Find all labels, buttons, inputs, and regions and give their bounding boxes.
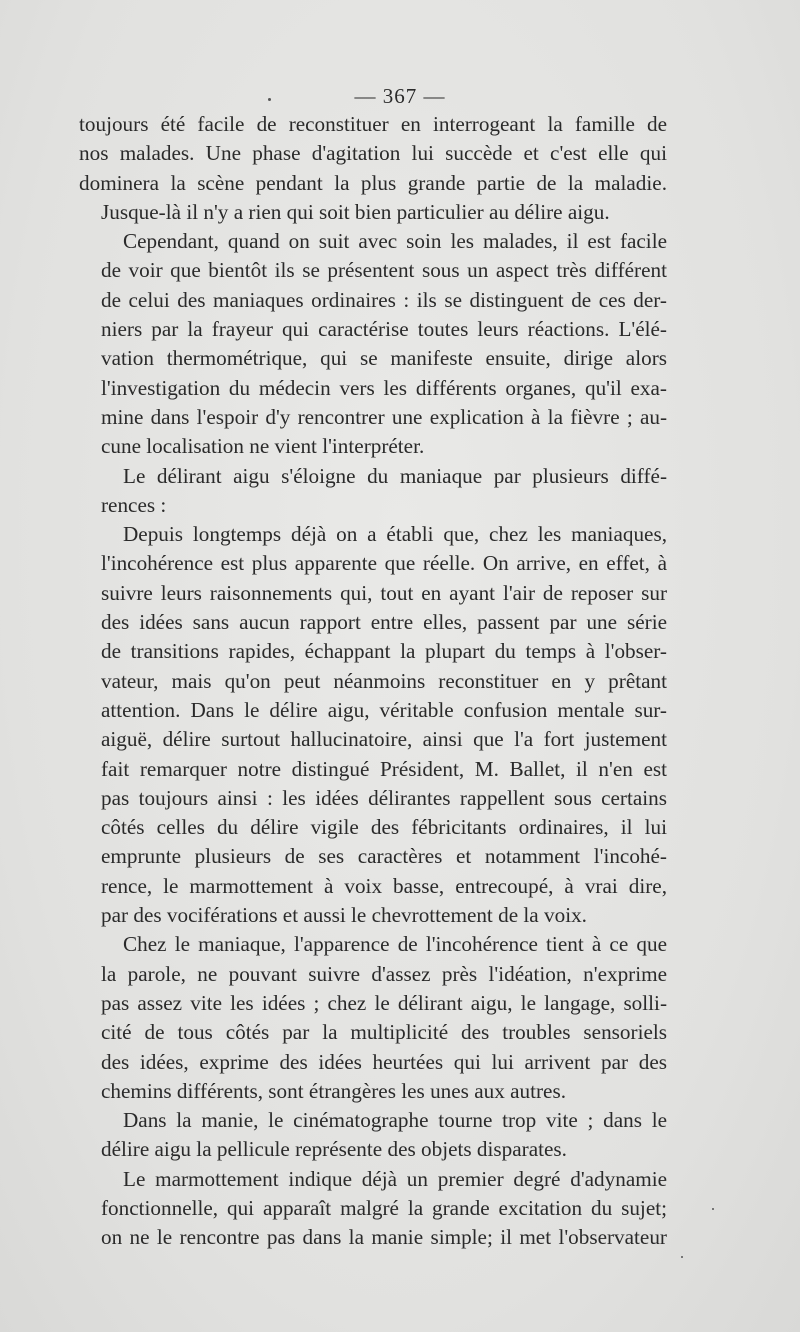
text-line: dominera la scène pendant la plus grande partie de la maladie. [79,170,667,195]
text-line: suivre leurs raisonnements qui, tout en ayant l'air de reposer sur [101,580,667,605]
paragraph-3 [79,462,667,521]
text-line: on ne le rencontre pas dans la manie simple; il met l'observateur [101,1225,667,1250]
text-line: mine dans l'espoir d'y rencontrer une explication à la fièvre ; au- [101,404,667,429]
text-line: la parole, ne pouvant suivre d'assez près l'idéation, n'exprime [101,961,667,986]
text-line: Jusque-là il n'y a rien qui soit bien particulier au délire aigu. [101,199,610,224]
text-line: Cependant, quand on suit avec soin les malades, il est facile [123,229,667,254]
text-line: Le marmottement indique déjà un premier degré d'adynamie [123,1166,667,1191]
paragraph-5 [79,930,667,1106]
text-line: côtés celles du délire vigile des fébricitants ordinaires, il lui [101,815,667,840]
text-line: des idées sans aucun rapport entre elles, passent par une série [101,610,667,635]
text-line: aiguë, délire surtout hallucinatoire, ainsi que l'a fort justement [101,727,667,752]
text-line: Depuis longtemps déjà on a établi que, chez les maniaques, [123,522,667,547]
paragraph-4 [79,520,667,930]
text-line: des idées, exprime des idées heurtées qui lui arrivent par des [101,1049,667,1074]
text-line: pas toujours ainsi : les idées délirantes rappellent sous certains [101,785,667,810]
text-line: toujours été facile de reconstituer en interrogeant la famille de [79,112,667,136]
text-line: de celui des maniaques ordinaires : ils se distinguent de ces der- [101,287,667,312]
print-speck [268,98,271,101]
paragraph-1 [79,110,667,227]
text-line: nos malades. Une phase d'agitation lui succède et c'est elle qui [79,141,667,166]
text-line: chemins différents, sont étrangères les unes aux autres. [101,1078,566,1103]
print-speck [681,1256,683,1258]
text-line: l'investigation du médecin vers les différents organes, qu'il exa- [101,375,667,400]
text-line: l'incohérence est plus apparente que réelle. On arrive, en effet, à [101,551,667,576]
text-line: pas assez vite les idées ; chez le délirant aigu, le langage, solli- [101,990,667,1015]
paragraph-6 [79,1106,667,1165]
text-line: cune localisation ne vient l'interpréter. [101,434,425,459]
text-line: par des vociférations et aussi le chevrottement de la voix. [101,903,587,928]
paragraph-7 [79,1165,667,1253]
text-line: Chez le maniaque, l'apparence de l'incohérence tient à ce que [123,932,667,957]
text-line: rences : [101,492,167,517]
text-line: de voir que bientôt ils se présentent sous un aspect très différent [101,258,667,283]
print-speck [712,1208,714,1210]
text-line: cité de tous côtés par la multiplicité des troubles sensoriels [101,1020,667,1045]
text-line: niers par la frayeur qui caractérise toutes leurs réactions. L'élé- [101,317,667,342]
page-number: — 367 — [354,84,446,108]
text-line: délire aigu la pellicule représente des objets disparates. [101,1137,567,1162]
text-line: fonctionnelle, qui apparaît malgré la grande excitation du sujet; [101,1195,667,1220]
text-line: attention. Dans le délire aigu, véritable confusion mentale sur- [101,697,667,722]
text-line: Dans la manie, le cinématographe tourne trop vite ; dans le [123,1108,667,1133]
text-line: vation thermométrique, qui se manifeste ensuite, dirige alors [101,346,667,371]
text-line: de transitions rapides, échappant la plupart du temps à l'obser- [101,639,667,664]
text-line: rence, le marmottement à voix basse, entrecoupé, à vrai dire, [101,873,667,898]
paragraph-2 [79,227,667,461]
text-line: Le délirant aigu s'éloigne du maniaque par plusieurs diffé- [123,463,667,488]
text-line: fait remarquer notre distingué Président, M. Ballet, il n'en est [101,756,667,781]
text-line: emprunte plusieurs de ses caractères et notamment l'incohé- [101,844,667,869]
text-line: vateur, mais qu'on peut néanmoins reconstituer en y prêtant [101,668,667,693]
body-text [79,110,667,1253]
